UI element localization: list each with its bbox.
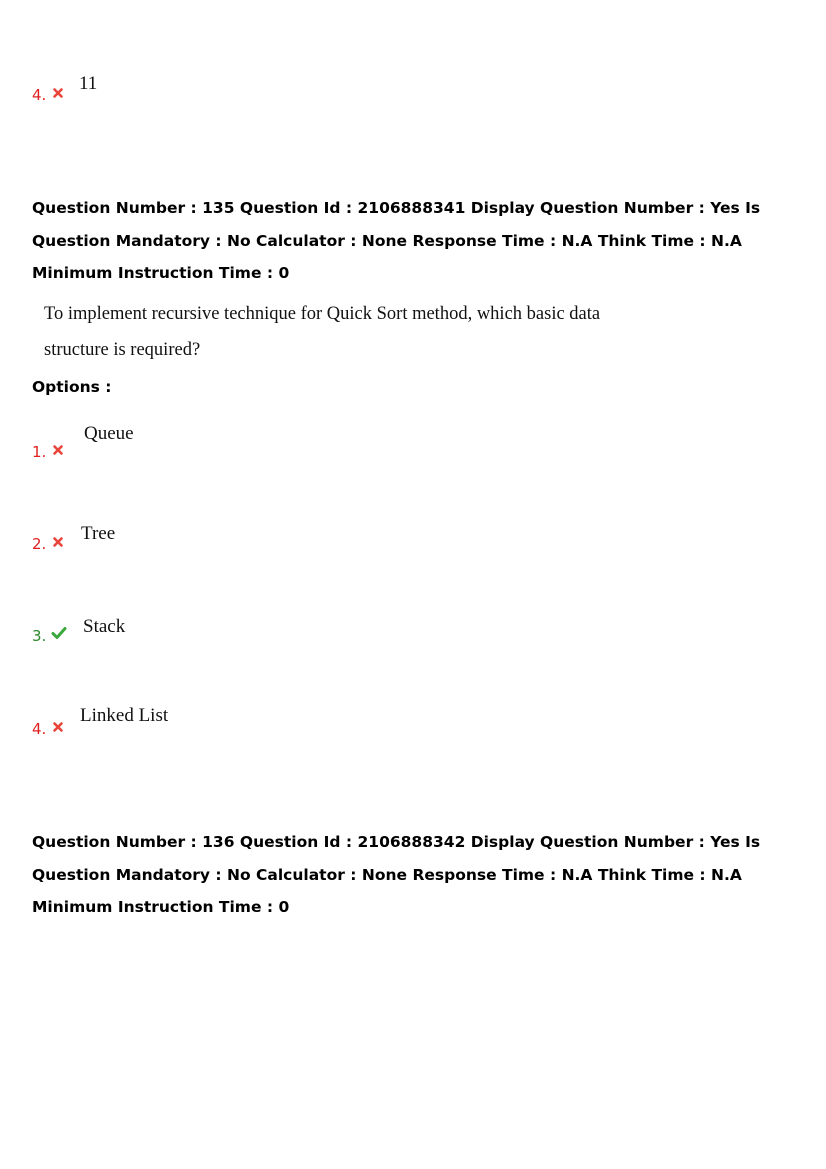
checkmark-icon — [51, 626, 67, 640]
option-number: 4. — [32, 720, 47, 738]
option-number: 3. — [32, 627, 47, 645]
options-label: Options : — [32, 378, 112, 396]
option-text: Tree — [81, 523, 116, 544]
option-text: Stack — [83, 616, 126, 637]
cross-icon — [52, 444, 64, 456]
option-number: 2. — [32, 535, 47, 553]
cross-icon — [52, 536, 64, 548]
cross-icon — [52, 87, 64, 99]
option-text: 11 — [79, 73, 98, 94]
option-text: Linked List — [80, 705, 169, 726]
question-text: To implement recursive technique for Quick Sort method, which basic data structure is required? — [44, 304, 601, 360]
cross-icon — [52, 721, 64, 733]
question-meta: Question Number : 136 Question Id : 2106888342 Display Question Number : Yes Is Question Mandatory : No Calculator : None Response Time : N.A Think Time : N.A Minimum Instruction Time : 0 — [32, 833, 761, 916]
option-number: 1. — [32, 443, 47, 461]
option-number: 4. — [32, 86, 47, 104]
option-text: Queue — [84, 423, 134, 444]
question-meta: Question Number : 135 Question Id : 2106888341 Display Question Number : Yes Is Question Mandatory : No Calculator : None Response Time : N.A Think Time : N.A Minimum Instruction Time : 0 — [32, 199, 761, 282]
